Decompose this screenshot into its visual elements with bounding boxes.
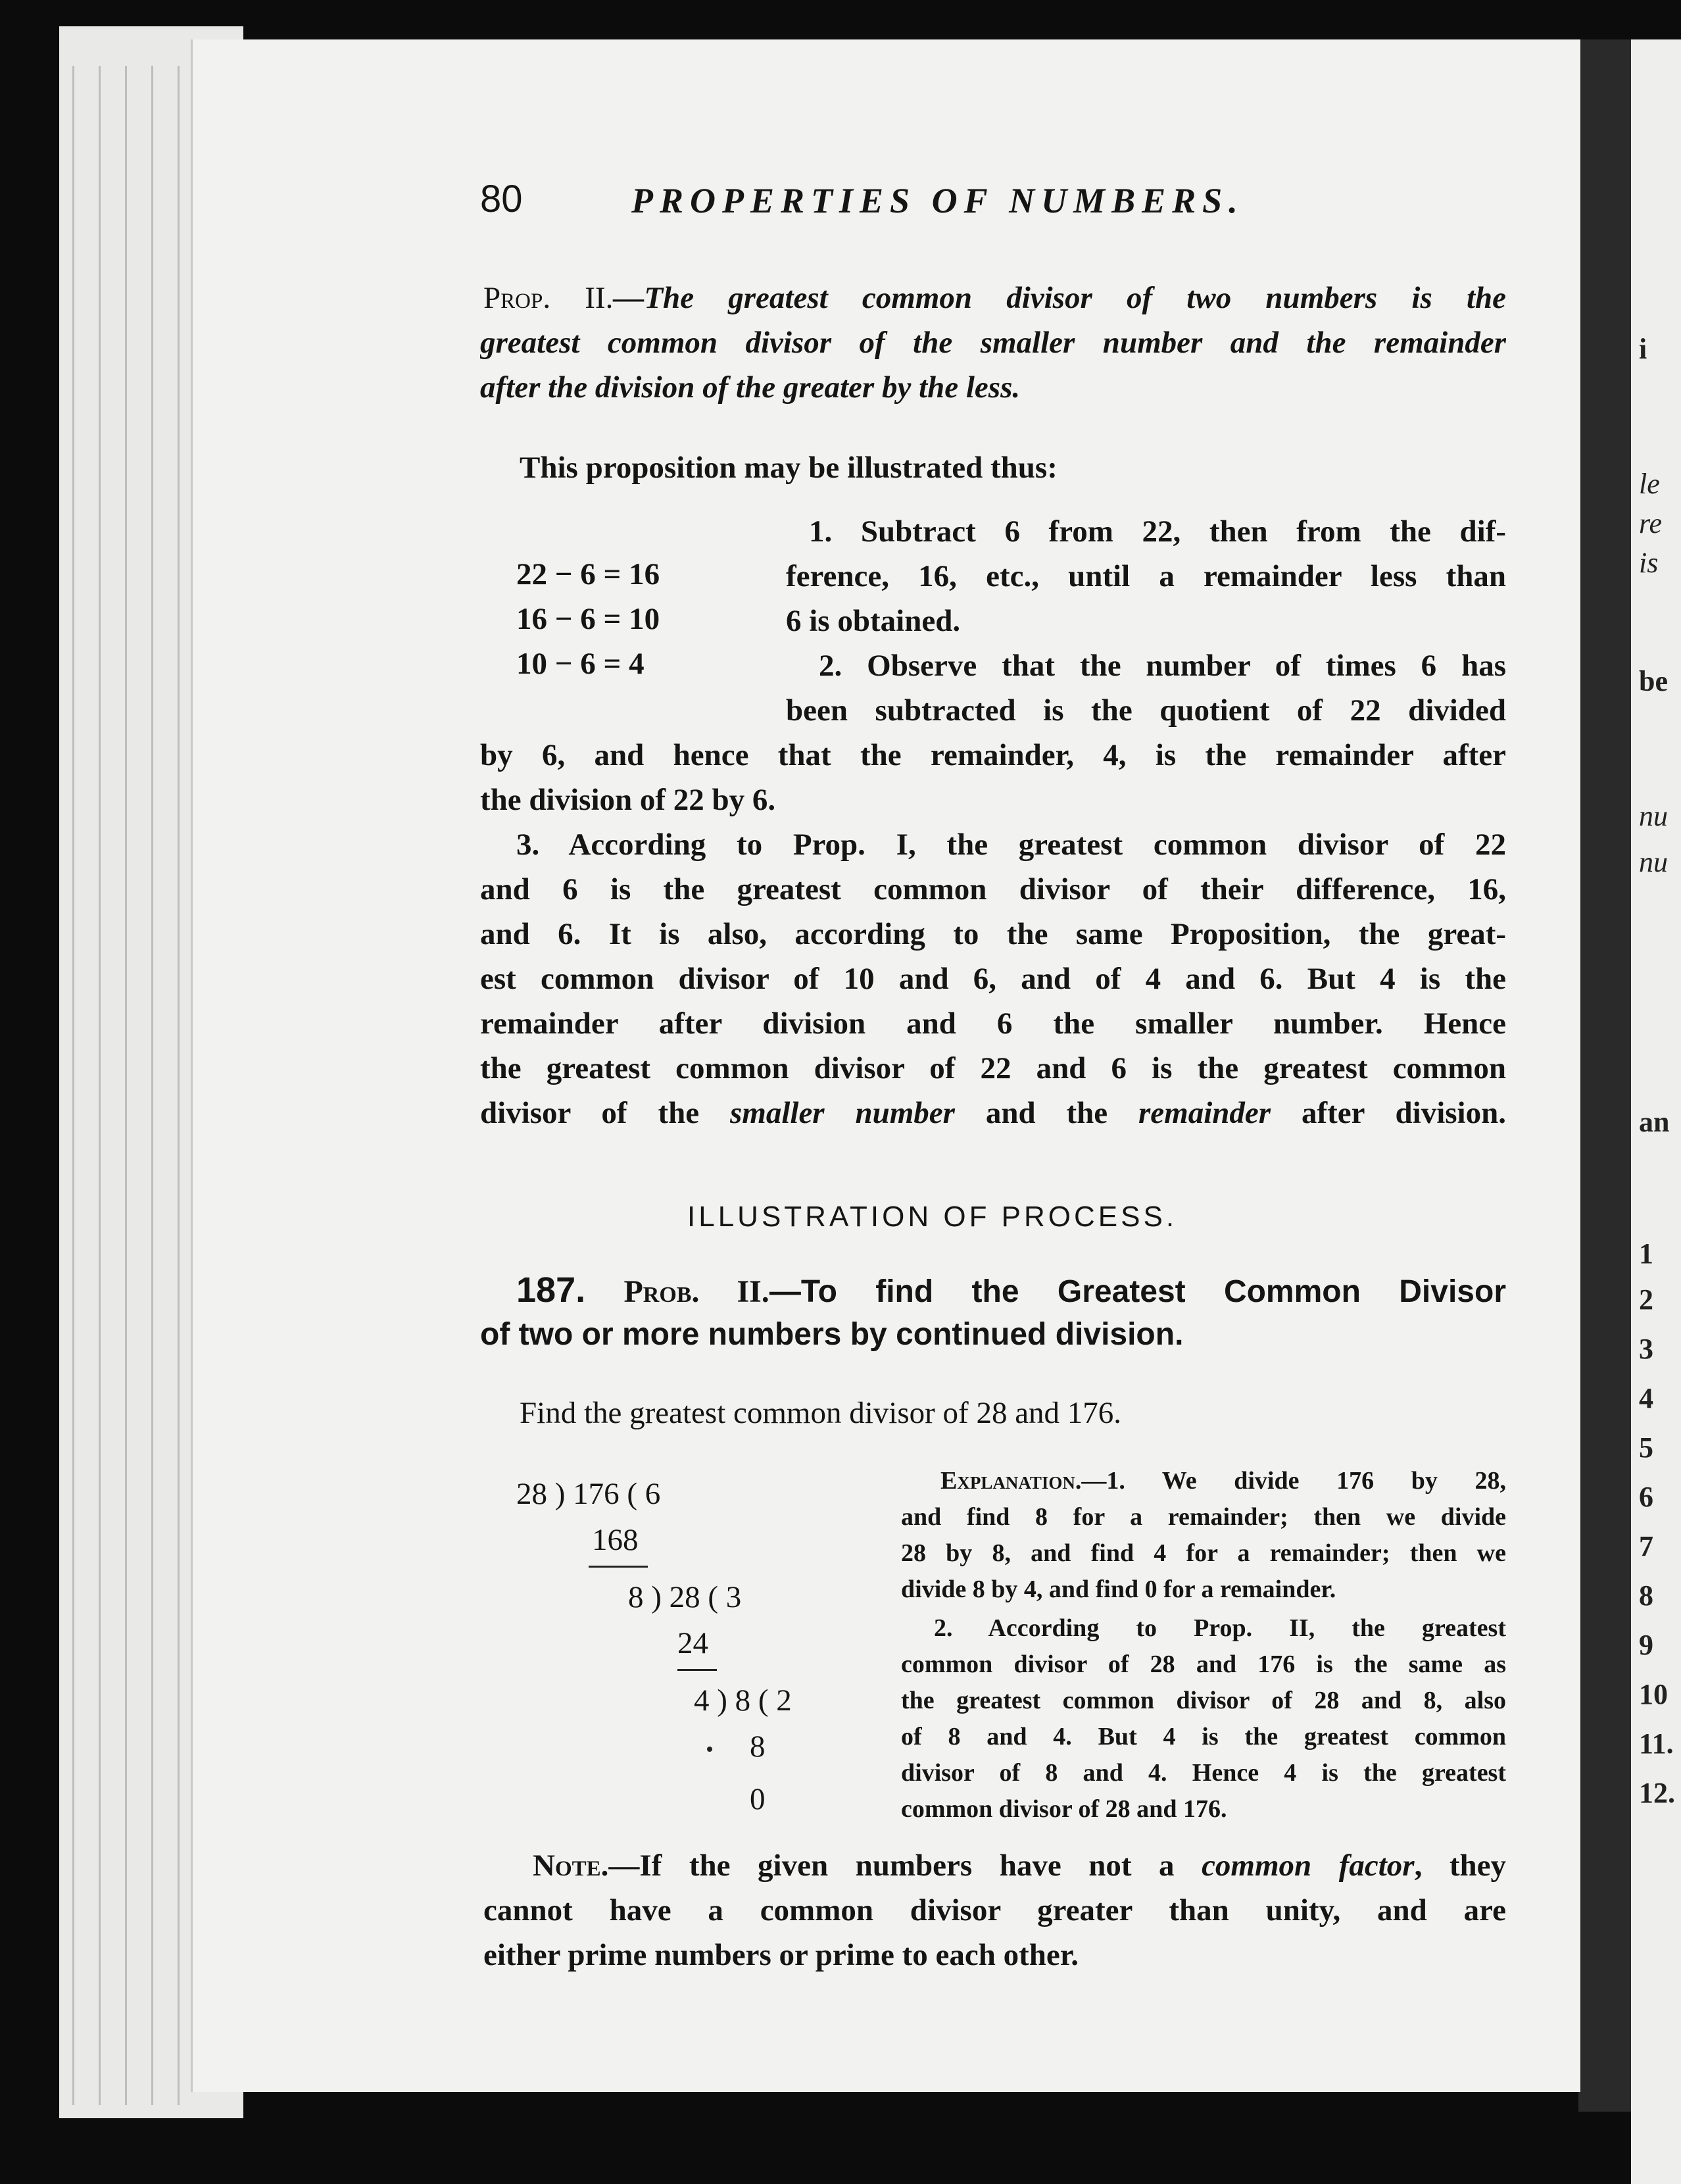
example-statement: Find the greatest common divisor of 28 and 176. xyxy=(520,1396,1122,1430)
explanation-line2: and find 8 for a remainder; then we divide xyxy=(901,1503,1506,1531)
next-page-fragment: 1 xyxy=(1639,1237,1653,1270)
prob-label: Prob. II. xyxy=(623,1274,769,1309)
note-emphasis: common factor xyxy=(1202,1849,1415,1883)
equation: 16 − 6 = 10 xyxy=(516,602,660,636)
prob-title: —To find the Greatest Common Divisor xyxy=(769,1274,1506,1309)
next-page-fragment: is xyxy=(1639,547,1659,579)
explanation-line3: 28 by 8, and find 4 for a remainder; then we xyxy=(901,1539,1506,1567)
prop2-line1 xyxy=(483,276,1506,320)
next-page-fragment: 8 xyxy=(1639,1579,1653,1612)
next-page-fragment: an xyxy=(1639,1106,1670,1138)
explanation-line7: the greatest common divisor of 28 and 8, also xyxy=(901,1687,1506,1714)
explanation-label: Explanation. xyxy=(940,1467,1082,1495)
step3-text: and the xyxy=(954,1096,1139,1130)
division-row: 8 ) 28 ( 3 xyxy=(628,1580,742,1614)
explanation-text: —1. We divide 176 by 28, xyxy=(1081,1467,1506,1495)
prop2-label: Prop. II. xyxy=(483,281,614,315)
explanation-line4: divide 8 by 4, and find 0 for a remainder. xyxy=(901,1576,1336,1603)
division-row: 168 xyxy=(592,1523,639,1557)
next-page-fragment: re xyxy=(1639,507,1663,539)
step3-line1: 3. According to Prop. I, the greatest common divisor of 22 xyxy=(516,828,1506,862)
division-row: 28 ) 176 ( 6 xyxy=(516,1477,661,1511)
prob-line2: of two or more numbers by continued division. xyxy=(480,1317,1184,1352)
note-text: —If the given numbers have not a xyxy=(608,1849,1202,1883)
explanation-line6: common divisor of 28 and 176 is the same as xyxy=(901,1650,1506,1678)
step3-line3: and 6. It is also, according to the same Proposition, the great- xyxy=(480,917,1506,951)
step2-line1: 2. Observe that the number of times 6 has xyxy=(819,649,1506,683)
next-page-fragment: 12. xyxy=(1639,1777,1675,1809)
step1-line2: ference, 16, etc., until a remainder less than xyxy=(786,559,1506,593)
prop2-line2: greatest common divisor of the smaller number and the remainder xyxy=(480,326,1506,360)
next-page-fragment: i xyxy=(1639,333,1647,365)
step3-line2: and 6 is the greatest common divisor of their difference, 16, xyxy=(480,872,1506,906)
step3-line5: remainder after division and 6 the smaller number. Hence xyxy=(480,1006,1506,1041)
note-text: , they xyxy=(1414,1849,1506,1883)
next-page-fragment: 7 xyxy=(1639,1530,1653,1562)
next-page-fragment: 9 xyxy=(1639,1629,1653,1661)
page-number: 80 xyxy=(480,178,523,220)
next-page-fragment: 10 xyxy=(1639,1678,1668,1710)
next-page-edge xyxy=(1631,39,1681,2184)
next-page-fragment: nu xyxy=(1639,846,1668,878)
step2-line3: by 6, and hence that the remainder, 4, is the remainder after xyxy=(480,738,1506,772)
step3-line6: the greatest common divisor of 22 and 6 is the greatest common xyxy=(480,1051,1506,1085)
explanation-line9: divisor of 8 and 4. Hence 4 is the greatest xyxy=(901,1759,1506,1787)
page-edge-line xyxy=(72,66,74,2105)
page-edge-line xyxy=(151,66,153,2105)
division-rule xyxy=(677,1669,717,1671)
next-page-fragment: 6 xyxy=(1639,1481,1653,1513)
division-rule xyxy=(589,1566,648,1568)
illustration-intro: This proposition may be illustrated thus: xyxy=(520,451,1058,485)
next-page-fragment: 11. xyxy=(1639,1727,1674,1760)
page-edge-line xyxy=(99,66,101,2105)
next-page-fragment: le xyxy=(1639,468,1660,500)
section-title: ILLUSTRATION OF PROCESS. xyxy=(687,1201,1178,1233)
step3-line7 xyxy=(480,1091,1506,1135)
explanation-line8: of 8 and 4. But 4 is the greatest common xyxy=(901,1723,1506,1750)
step3-emphasis: remainder xyxy=(1138,1096,1271,1130)
next-page-fragment: 4 xyxy=(1639,1382,1653,1414)
prob-line1 xyxy=(516,1268,1506,1314)
step3-text: after division. xyxy=(1271,1096,1506,1130)
page-edge-line xyxy=(125,66,127,2105)
step3-emphasis: smaller number xyxy=(729,1096,955,1130)
next-page-fragment: 5 xyxy=(1639,1431,1653,1464)
explanation-line1 xyxy=(940,1463,1506,1499)
division-row: 4 ) 8 ( 2 xyxy=(694,1683,792,1718)
next-page-fragment: be xyxy=(1639,665,1668,697)
division-row: 24 xyxy=(677,1626,708,1660)
running-title: PROPERTIES OF NUMBERS. xyxy=(631,181,1244,220)
prob-number: 187. xyxy=(516,1270,586,1310)
step1-line3: 6 is obtained. xyxy=(786,604,961,638)
prop2-text: —The greatest common divisor of two numbers is the xyxy=(613,281,1506,315)
equation: 10 − 6 = 4 xyxy=(516,647,645,681)
note-line3: either prime numbers or prime to each other. xyxy=(483,1938,1079,1972)
step1-line1: 1. Subtract 6 from 22, then from the dif- xyxy=(809,514,1506,549)
next-page-fragment: 2 xyxy=(1639,1283,1653,1316)
step2-line2: been subtracted is the quotient of 22 divided xyxy=(786,693,1506,728)
step3-text: divisor of the xyxy=(480,1096,730,1130)
division-row: 8 xyxy=(750,1729,766,1764)
next-page-fragment: 3 xyxy=(1639,1333,1653,1365)
explanation-line10: common divisor of 28 and 176. xyxy=(901,1795,1227,1823)
note-line2: cannot have a common divisor greater than unity, and are xyxy=(483,1893,1506,1927)
dot-mark xyxy=(707,1747,712,1752)
note-line1 xyxy=(533,1844,1506,1887)
page-edge-line xyxy=(178,66,180,2105)
next-page-fragment: nu xyxy=(1639,800,1668,832)
step2-line4: the division of 22 by 6. xyxy=(480,783,776,817)
step3-line4: est common divisor of 10 and 6, and of 4 and 6. But 4 is the xyxy=(480,962,1506,996)
note-label: Note. xyxy=(533,1849,609,1883)
division-row: 0 xyxy=(750,1782,766,1816)
explanation-line5: 2. According to Prop. II, the greatest xyxy=(934,1614,1506,1642)
equation: 22 − 6 = 16 xyxy=(516,557,660,591)
prop2-line3: after the division of the greater by the less. xyxy=(480,370,1021,405)
gutter-shadow xyxy=(1578,39,1638,2112)
